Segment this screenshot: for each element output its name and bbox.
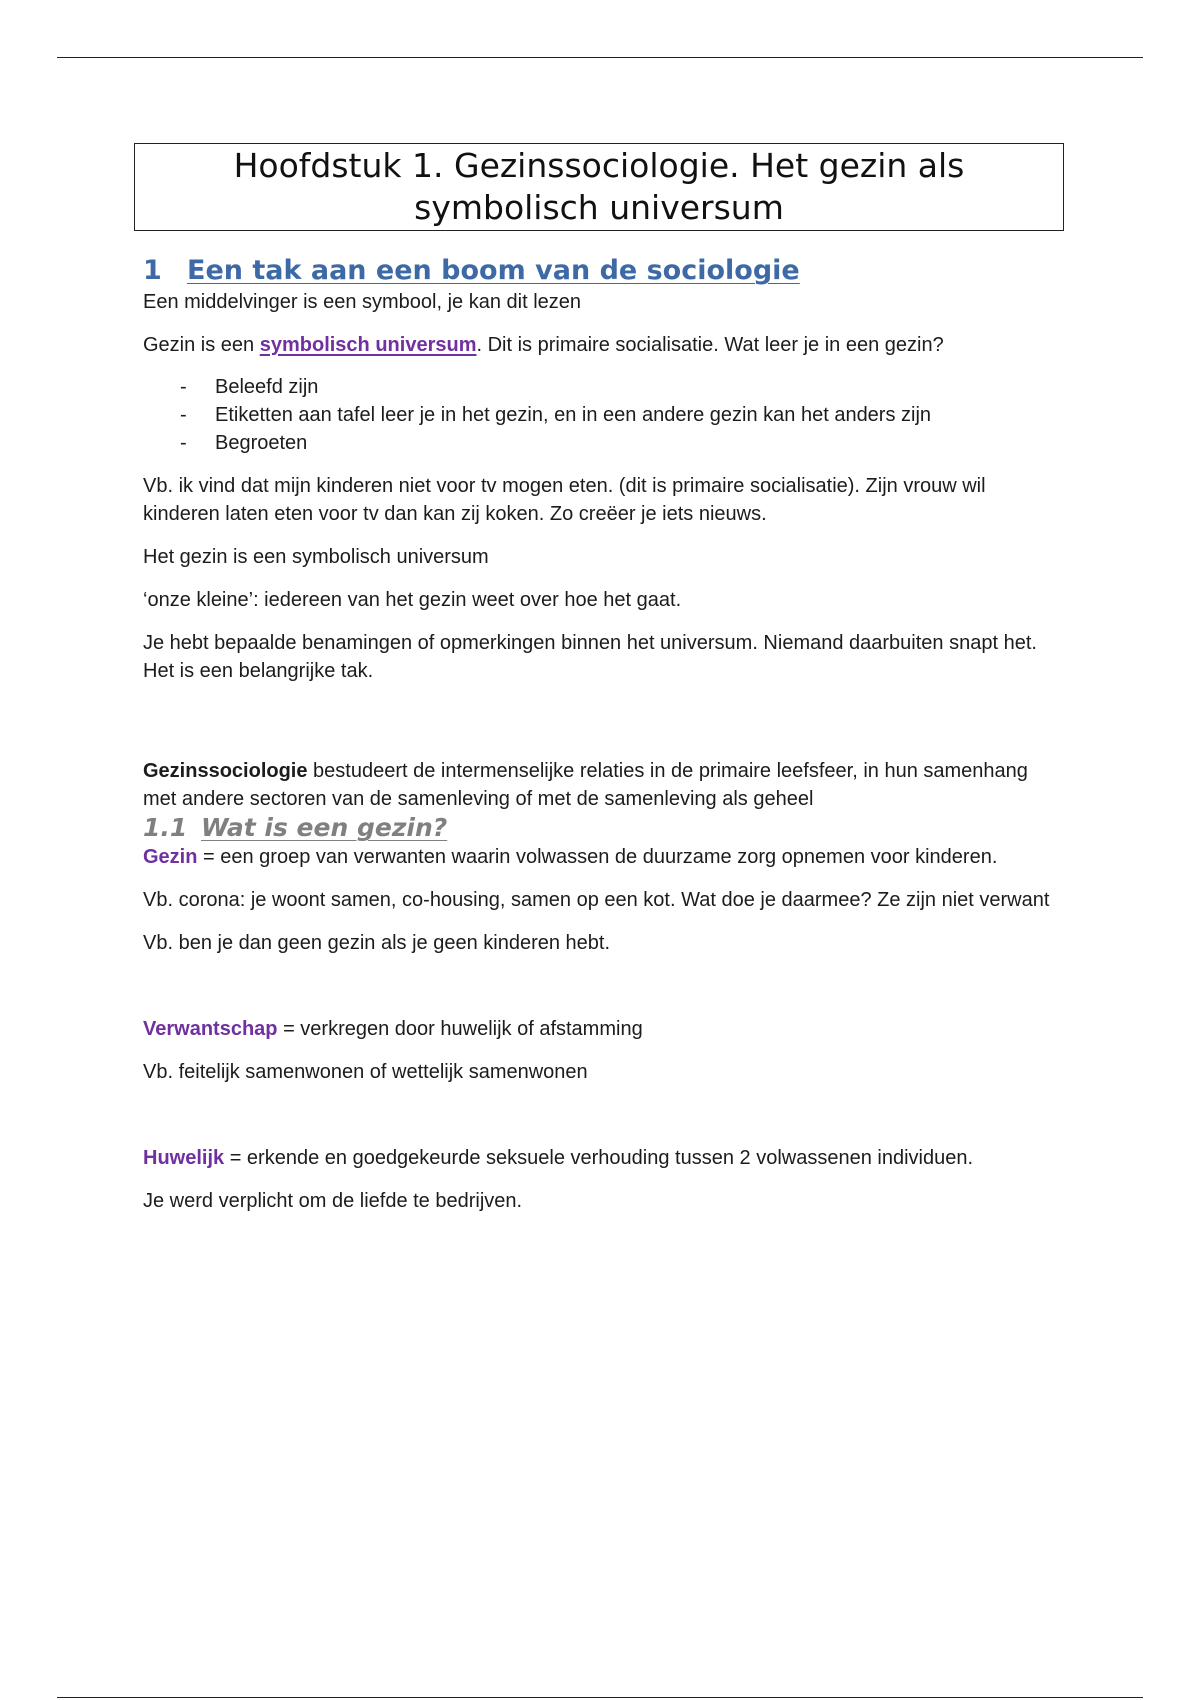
paragraph-samenwonen-example: Vb. feitelijk samenwonen of wettelijk samenwonen: [143, 1061, 588, 1083]
list-item: - Etiketten aan tafel leer je in het gezin, en in een andere gezin kan het anders zijn: [215, 401, 1063, 429]
verwantschap-term: Verwantschap: [143, 1018, 278, 1040]
paragraph-kinderen-example: Vb. ben je dan geen gezin als je geen kinderen hebt.: [143, 932, 611, 954]
socialisation-list: [143, 373, 1063, 457]
list-item: - Beleefd zijn: [215, 373, 1063, 401]
symbolisch-universum-link[interactable]: symbolisch universum: [259, 334, 477, 356]
gezin-term: Gezin: [143, 846, 198, 868]
section-1-number: 1: [143, 255, 162, 286]
paragraph-liefde: Je werd verplicht om de liefde te bedrijven.: [143, 1190, 523, 1212]
definition-huwelijk: Huwelijk = erkende en goedgekeurde seksuele verhouding tussen 2 volwassenen individuen.: [143, 1147, 973, 1169]
chapter-title: Hoofdstuk 1. Gezinssociologie. Het gezin als symbolisch universum: [233, 146, 965, 227]
section-1-1-heading: [143, 813, 1063, 843]
header-rule: [57, 57, 1143, 58]
definition-verwantschap: Verwantschap = verkregen door huwelijk of afstamming: [143, 1018, 643, 1040]
paragraph-middelvinger: Een middelvinger is een symbool, je kan dit lezen: [143, 291, 582, 313]
document-body: [143, 254, 1063, 1215]
definition-gezin: Gezin = een groep van verwanten waarin volwassen de duurzame zorg opnemen voor kinderen.: [143, 846, 998, 868]
paragraph-onze-kleine: ‘onze kleine’: iedereen van het gezin weet over hoe het gaat.: [143, 589, 682, 611]
section-1-1-number: 1.1: [143, 813, 188, 842]
paragraph-tv-example: Vb. ik vind dat mijn kinderen niet voor tv mogen eten. (dit is primaire socialisatie). Zijn vrouw wil kinderen laten eten voor tv dan kan zij koken. Zo creëer je iets nieuws.: [143, 475, 986, 525]
paragraph-corona-example: Vb. corona: je woont samen, co-housing, samen op een kot. Wat doe je daarmee? Ze zijn niet verwant: [143, 889, 1050, 911]
section-1-heading: [143, 254, 1063, 288]
huwelijk-term: Huwelijk: [143, 1147, 225, 1169]
section-1-1-title: Wat is een gezin?: [201, 813, 448, 842]
paragraph-gezinssociologie: Gezinssociologie bestudeert de intermenselijke relaties in de primaire leefsfeer, in hun samenhang met andere sectoren van de samenleving of met de samenleving als geheel: [143, 760, 1028, 810]
chapter-title-box: [134, 143, 1064, 231]
gezinssociologie-term: Gezinssociologie: [143, 760, 308, 782]
list-item: - Begroeten: [215, 429, 1063, 457]
paragraph-symbolisch-universum: Gezin is een symbolisch universum. Dit is primaire socialisatie. Wat leer je in een gezin?: [143, 334, 944, 356]
paragraph-symbolisch: Het gezin is een symbolisch universum: [143, 546, 489, 568]
paragraph-benamingen: Je hebt bepaalde benamingen of opmerkingen binnen het universum. Niemand daarbuiten snapt het. Het is een belangrijke tak.: [143, 632, 1037, 682]
section-1-title: Een tak aan een boom van de sociologie: [187, 255, 800, 286]
footer-rule: [57, 1697, 1143, 1698]
